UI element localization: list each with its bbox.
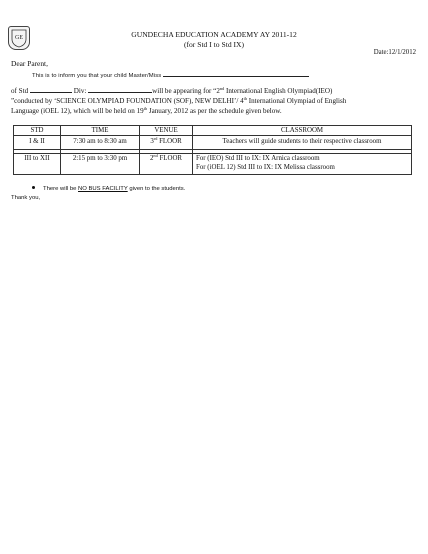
salutation: Dear Parent, [11, 59, 48, 68]
table-header-row [14, 126, 412, 136]
header-std: STD [14, 126, 61, 136]
inform-line [32, 70, 309, 79]
header-classroom: CLASSROOM [193, 126, 412, 136]
cell-std: I & II [14, 136, 61, 150]
school-title: GUNDECHA EDUCATION ACADEMY AY 2011-12 [131, 30, 297, 39]
inform-text: This is to inform you that your child Master/Miss [32, 73, 162, 79]
student-name-blank [163, 70, 309, 77]
table-row [14, 154, 412, 175]
header-time: TIME [61, 126, 140, 136]
bullet-icon [32, 186, 35, 189]
cell-classroom: For (IEO) Std III to IX: IX Arnica classroom For (iOEL 12) Std III to IX: IX Melissa classroom [193, 154, 412, 175]
cell-time: 2:15 pm to 3:30 pm [61, 154, 140, 175]
div-blank [88, 86, 152, 93]
letter-date: Date:12/1/2012 [373, 49, 416, 56]
school-subtitle: (for Std I to Std IX) [183, 40, 245, 49]
logo-text: GE [15, 35, 23, 41]
cell-venue: 3rd FLOOR [140, 136, 193, 150]
bus-note: There will be NO BUS FACILITY given to the students. [32, 186, 185, 192]
body-line-2: ”conducted by ‘SCIENCE OLYMPIAD FOUNDATION (SOF), NEW DELHI’/ 4th International Olympiad of English [11, 96, 347, 105]
cell-std: III to XII [14, 154, 61, 175]
header-venue: VENUE [140, 126, 193, 136]
body-line-1: of Std Div: will be appearing for “2nd International English Olympiad(IEO) [11, 86, 333, 95]
letter-body [11, 86, 417, 116]
cell-venue: 2nd FLOOR [140, 154, 193, 175]
std-blank [30, 86, 72, 93]
body-line-3: Language (iOEL 12), which will be held on 19th January, 2012 as per the schedule given below. [11, 106, 282, 115]
cell-time: 7:30 am to 8:30 am [61, 136, 140, 150]
table-row [14, 136, 412, 150]
schedule-table [13, 125, 412, 175]
closing: Thank you, [11, 195, 41, 201]
cell-classroom: Teachers will guide students to their respective classroom [193, 136, 412, 150]
no-bus-facility: NO BUS FACILITY [78, 186, 128, 192]
